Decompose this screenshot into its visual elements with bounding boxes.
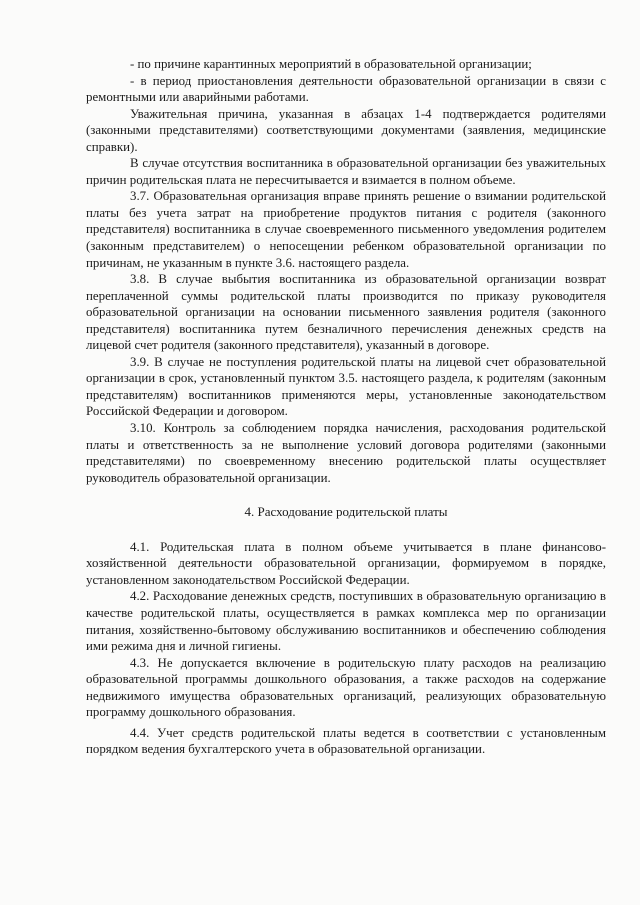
clause-3-8: 3.8. В случае выбытия воспитанника из образовательной организации возврат переплаченной суммы родительской платы производится по приказу руководителя образовательной организации на основании письменного заявления родителя (законного представителя) воспитанника путем безналичного перечисления денежных средств на лицевой счет родителя (законного представителя), указанный в договоре. (86, 272, 606, 353)
clause-4-2: 4.2. Расходование денежных средств, поступивших в образовательную организацию в качестве родительской платы, осуществляется в рамках комплекса мер по организации питания, хозяйственно-бытовому обслуживанию воспитанников и обеспечению соблюдения ими режима дня и личной гигиены. (86, 589, 606, 654)
list-item-suspension: - в период приостановления деятельности образовательной организации в связи с ремонтными или аварийными работами. (86, 73, 606, 105)
paragraph-no-valid-reason: В случае отсутствия воспитанника в образовательной организации без уважительных причин родительская плата не пересчитывается и взимается в полном объеме. (86, 156, 606, 187)
paragraph-valid-reason: Уважительная причина, указанная в абзацах 1-4 подтверждается родителями (законными представителями) соответствующими документами (заявления, медицинские справки). (86, 106, 606, 154)
clause-3-9: 3.9. В случае не поступления родительской платы на лицевой счет образовательной организации в срок, установленный пунктом 3.5. настоящего раздела, к родителям (законным представителям) воспитанников применяются меры, установленные законодательством Российской Федерации и договором. (86, 354, 606, 419)
clause-4-1: 4.1. Родительская плата в полном объеме учитывается в плане финансово-хозяйственной деятельности образовательной организации, формируемом в порядке, установленном законодательством Российской Федерации. (86, 539, 606, 587)
section-title: 4. Расходование родительской платы (244, 504, 448, 520)
clause-4-3: 4.3. Не допускается включение в родительскую плату расходов на реализацию образовательной программы дошкольного образования, а также расходов на содержание недвижимого имущества образовательных организаций, реализующих образовательную программу дошкольного образования. (86, 655, 606, 720)
clause-3-10: 3.10. Контроль за соблюдением порядка начисления, расходования родительской платы и ответственность за не выполнение условий договора родителями (законными представителями) по своевременному внесению родительской платы осуществляет руководитель образовательной организации. (86, 421, 606, 485)
clause-4-4: 4.4. Учет средств родительской платы ведется в соответствии с установленным порядком ведения бухгалтерского учета в образовательной организации. (86, 725, 606, 757)
clause-3-7: 3.7. Образовательная организация вправе принять решение о взимании родительской платы без учета затрат на приобретение продуктов питания с родителя (законного представителя) воспитанника в случае своевременного письменного уведомления родителем (законным представителем) о непосещении ребенком образовательной организации по причинам, не указанным в пункте 3.6. настоящего раздела. (86, 189, 606, 270)
list-item-quarantine: - по причине карантинных мероприятий в образовательной организации; (130, 57, 532, 71)
